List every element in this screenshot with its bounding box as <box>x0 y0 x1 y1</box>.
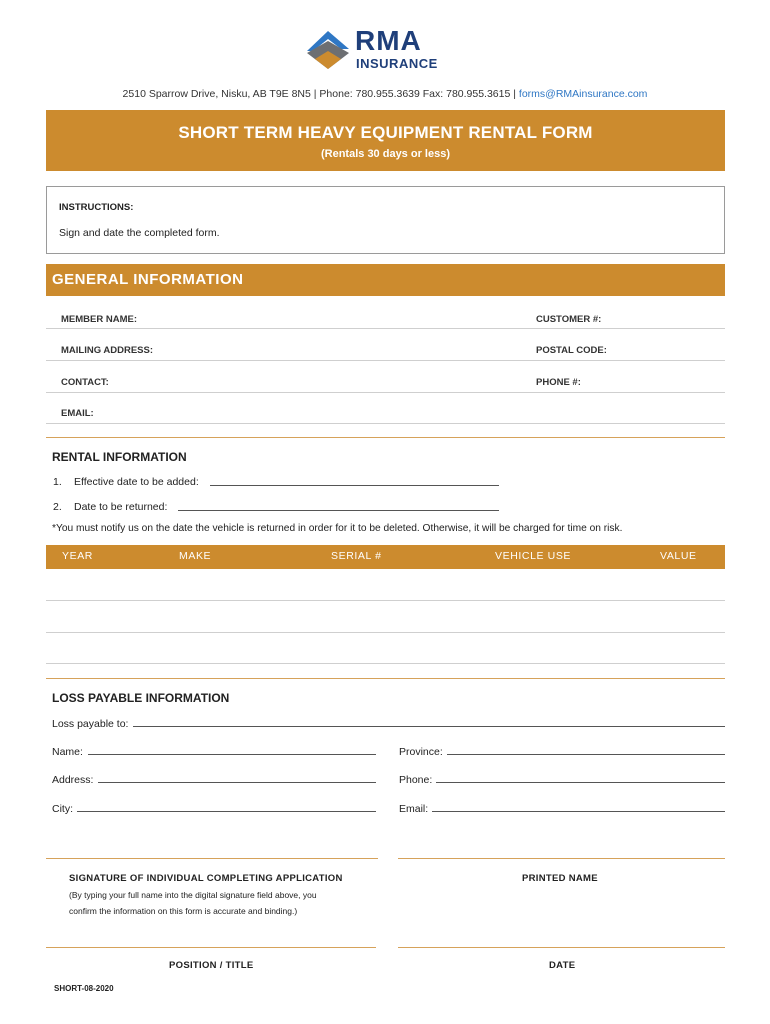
instructions-heading: INSTRUCTIONS: <box>59 202 134 213</box>
email-label: Email: <box>399 803 429 815</box>
column-vehicle-use: VEHICLE USE <box>495 550 572 562</box>
logo-text-insurance: INSURANCE <box>356 56 438 71</box>
province-label: Province: <box>399 746 443 758</box>
loss-payable-to-field[interactable] <box>133 726 725 727</box>
member-name-label: MEMBER NAME: <box>61 314 137 325</box>
contact-info: 2510 Sparrow Drive, Nisku, AB T9E 8N5 | Phone: 780.955.3639 Fax: 780.955.3615 | <box>122 88 516 100</box>
form-subtitle: (Rentals 30 days or less) <box>320 148 450 160</box>
email-field[interactable] <box>46 423 725 424</box>
loss-payable-heading: LOSS PAYABLE INFORMATION <box>52 691 230 705</box>
date-field[interactable] <box>398 947 725 948</box>
column-make: MAKE <box>179 550 212 562</box>
address-field[interactable] <box>98 782 376 783</box>
city-label: City: <box>52 803 73 815</box>
company-logo <box>305 25 438 75</box>
signature-note-line-1: (By typing your full name into the digital signature field above, you <box>69 890 317 900</box>
rental-item-2-number: 2. <box>53 501 62 513</box>
mailing-address-field[interactable] <box>46 360 725 361</box>
position-title-field[interactable] <box>46 947 376 948</box>
instructions-body: Sign and date the completed form. <box>59 227 220 239</box>
form-title: SHORT TERM HEAVY EQUIPMENT RENTAL FORM <box>178 123 593 142</box>
contact-line <box>0 88 770 100</box>
vehicle-table-row[interactable] <box>46 600 725 601</box>
return-date-label: Date to be returned: <box>74 501 168 513</box>
contact-label: CONTACT: <box>61 377 109 388</box>
name-field[interactable] <box>88 754 376 755</box>
column-year: YEAR <box>62 550 93 562</box>
email-field[interactable] <box>432 811 725 812</box>
column-value: VALUE <box>660 550 697 562</box>
city-field[interactable] <box>77 811 376 812</box>
loss-payable-divider <box>46 678 725 679</box>
rental-note: *You must notify us on the date the vehicle is returned in order for it to be deleted. Otherwise, it will be charged for time on risk. <box>52 523 623 534</box>
return-date-field[interactable] <box>178 510 499 511</box>
effective-date-field[interactable] <box>210 485 499 486</box>
position-title-label: POSITION / TITLE <box>169 960 254 971</box>
postal-code-label: POSTAL CODE: <box>536 345 607 356</box>
member-name-field[interactable] <box>46 328 725 329</box>
effective-date-label: Effective date to be added: <box>74 476 199 488</box>
province-field[interactable] <box>447 754 725 755</box>
email-label: EMAIL: <box>61 408 94 419</box>
contact-field[interactable] <box>46 392 725 393</box>
vehicle-table-header <box>46 545 725 569</box>
logo-text-rma: RMA <box>355 25 422 56</box>
loss-payable-to-label: Loss payable to: <box>52 718 129 730</box>
vehicle-table-row[interactable] <box>46 632 725 633</box>
form-title-banner <box>46 110 725 171</box>
date-label: DATE <box>549 960 576 971</box>
logo-mark-icon <box>305 29 351 73</box>
signature-label: SIGNATURE OF INDIVIDUAL COMPLETING APPLICATION <box>69 873 343 884</box>
vehicle-table-row[interactable] <box>46 663 725 664</box>
general-info-header <box>46 264 725 296</box>
instructions-box <box>46 186 725 254</box>
rental-info-heading: RENTAL INFORMATION <box>52 450 187 464</box>
phone-field[interactable] <box>436 782 725 783</box>
rental-section-divider <box>46 437 725 438</box>
address-label: Address: <box>52 774 94 786</box>
signature-field[interactable] <box>46 858 378 859</box>
phone-label: Phone: <box>399 774 433 786</box>
name-label: Name: <box>52 746 83 758</box>
printed-name-label: PRINTED NAME <box>522 873 598 884</box>
printed-name-field[interactable] <box>398 858 725 859</box>
contact-email-link[interactable]: forms@RMAinsurance.com <box>518 88 648 100</box>
phone-label: PHONE #: <box>536 377 581 388</box>
customer-number-label: CUSTOMER #: <box>536 314 602 325</box>
signature-note-line-2: confirm the information on this form is accurate and binding.) <box>69 906 298 916</box>
mailing-address-label: MAILING ADDRESS: <box>61 345 154 356</box>
column-serial: SERIAL # <box>331 550 382 562</box>
general-info-heading: GENERAL INFORMATION <box>52 271 244 288</box>
rental-item-1-number: 1. <box>53 476 62 488</box>
form-code: SHORT-08-2020 <box>54 984 114 993</box>
